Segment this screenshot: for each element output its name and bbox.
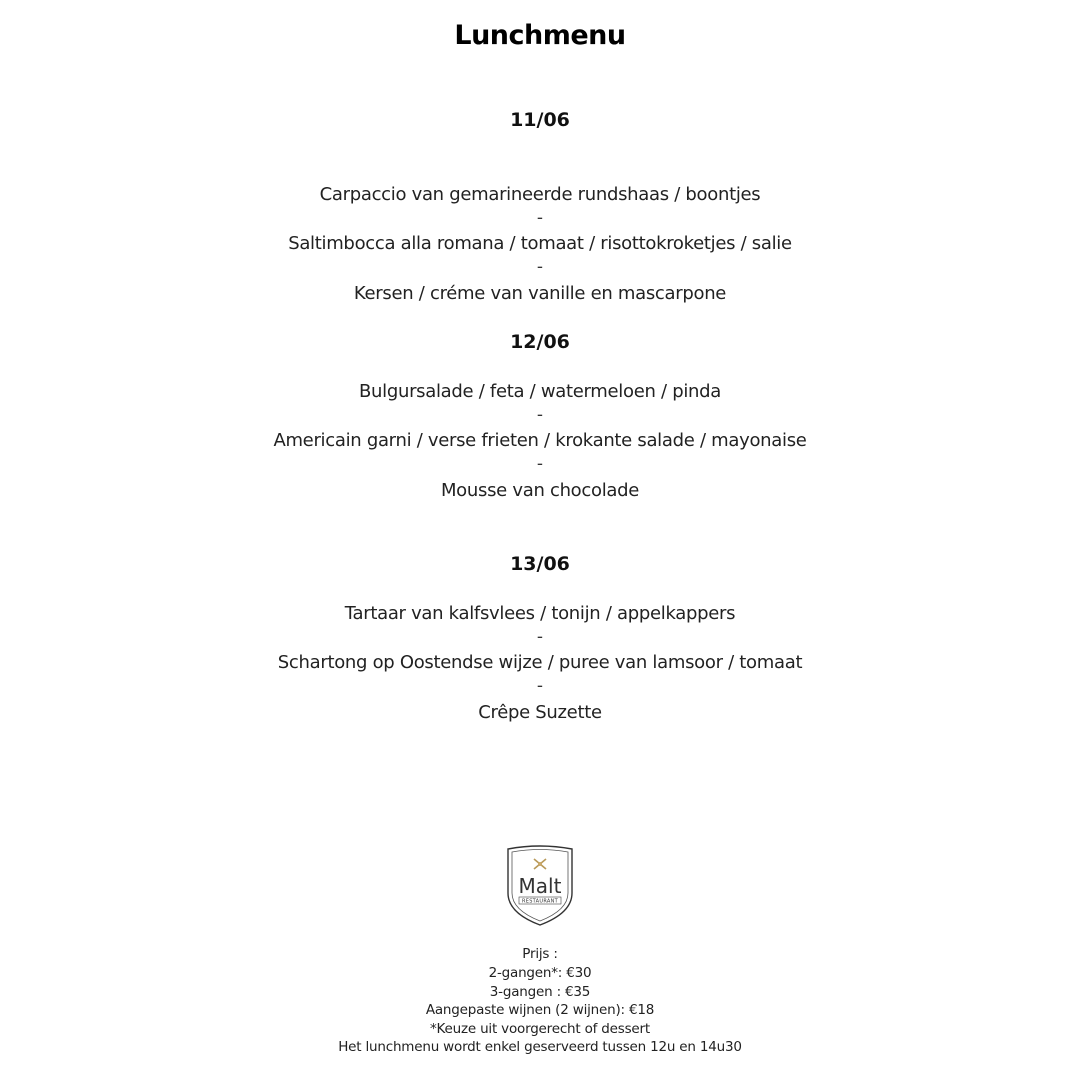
- shield-icon: [505, 843, 575, 927]
- dish-main: Saltimbocca alla romana / tomaat / risottokroketjes / salie: [288, 233, 792, 254]
- page-title: Lunchmenu: [454, 20, 626, 51]
- restaurant-logo: [505, 843, 575, 927]
- day-date: 13/06: [510, 553, 570, 575]
- dish-dessert: Crêpe Suzette: [478, 702, 602, 723]
- price-three-courses: 3-gangen : €35: [489, 984, 591, 1000]
- dish-starter: Tartaar van kalfsvlees / tonijn / appelkappers: [344, 603, 736, 624]
- dish-separator: -: [536, 257, 544, 277]
- dish-separator: -: [536, 627, 544, 647]
- price-label: Prijs :: [522, 946, 558, 962]
- logo-subtitle: RESTAURANT: [521, 898, 559, 905]
- dish-separator: -: [536, 208, 544, 228]
- dish-dessert: Kersen / créme van vanille en mascarpone: [353, 283, 727, 304]
- choice-note: *Keuze uit voorgerecht of dessert: [430, 1021, 650, 1037]
- dish-dessert: Mousse van chocolade: [440, 480, 640, 501]
- day-date: 12/06: [510, 331, 570, 353]
- dish-starter: Carpaccio van gemarineerde rundshaas / boontjes: [319, 184, 761, 205]
- dish-separator: -: [536, 454, 544, 474]
- price-wines: Aangepaste wijnen (2 wijnen): €18: [425, 1002, 655, 1018]
- day-date: 11/06: [510, 109, 570, 131]
- serving-note: Het lunchmenu wordt enkel geserveerd tussen 12u en 14u30: [338, 1039, 742, 1055]
- dish-separator: -: [536, 676, 544, 696]
- price-two-courses: 2-gangen*: €30: [488, 965, 592, 981]
- dish-main: Americain garni / verse frieten / krokante salade / mayonaise: [273, 430, 807, 451]
- dish-starter: Bulgursalade / feta / watermeloen / pinda: [358, 381, 722, 402]
- dish-main: Schartong op Oostendse wijze / puree van lamsoor / tomaat: [277, 652, 803, 673]
- logo-name: Malt: [518, 874, 562, 898]
- dish-separator: -: [536, 405, 544, 425]
